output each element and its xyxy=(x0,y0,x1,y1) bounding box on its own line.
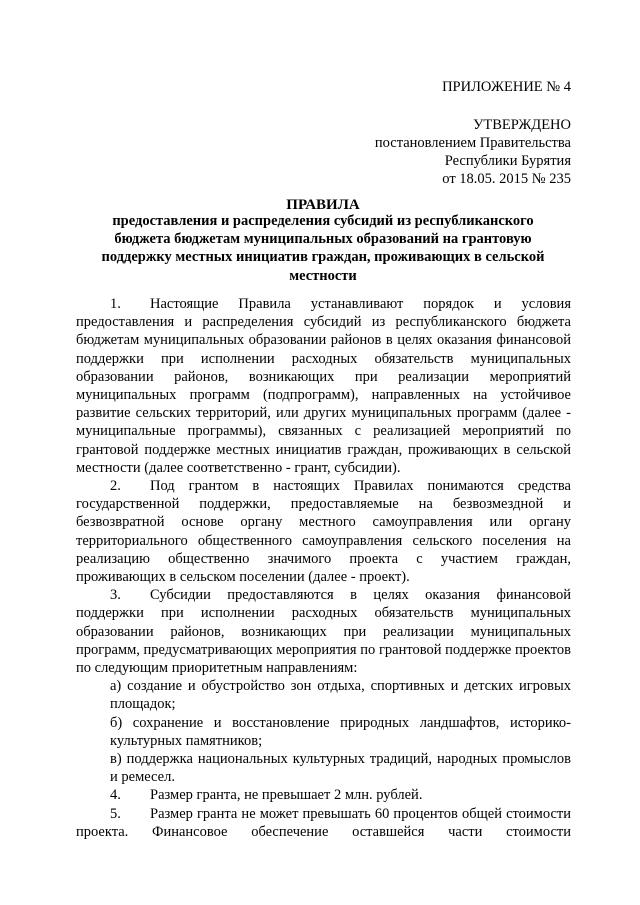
paragraph-number: 1. xyxy=(110,296,121,312)
paragraph-number: 2. xyxy=(110,478,121,495)
appendix-number: ПРИЛОЖЕНИЕ № 4 xyxy=(442,79,571,95)
approval-resolution: постановлением Правительства xyxy=(374,135,571,151)
paragraph-number: 5. xyxy=(110,805,121,822)
approval-date: от 18.05. 2015 № 235 xyxy=(442,171,571,187)
list-item-c xyxy=(76,750,571,786)
paragraph-text: Размер гранта не может превышать 60 процентов общей стоимости проекта. Финансовое обеспечение оставшейся части стоимости xyxy=(76,805,571,840)
list-item-b xyxy=(76,714,571,750)
list-item-text: в) поддержка национальных культурных традиций, народных промыслов и ремесел. xyxy=(110,751,571,786)
list-item-text: б) сохранение и восстановление природных ландшафтов, историко-культурных памятников; xyxy=(110,714,571,749)
document-body xyxy=(76,295,571,841)
paragraph-3 xyxy=(76,586,571,677)
paragraph-2 xyxy=(76,477,571,586)
list-item-a xyxy=(76,677,571,713)
paragraph-number: 4. xyxy=(110,787,121,804)
paragraph-text: Субсидии предоставляются в целях оказания финансовой поддержки при исполнении расходных обязательств муниципальных образовании районов, возникающих при реализации муниципальных программ, предусматривающих мероприятия по грантовой поддержке проектов по следующим приоритетным направлениям: xyxy=(76,587,571,677)
paragraph-4 xyxy=(76,786,571,804)
document-title: ПРАВИЛА xyxy=(286,197,360,213)
paragraph-text: Настоящие Правила устанавливают порядок и условия предоставления и распределения субсидий из республиканского бюджета бюджетам муниципальных образовании районов в целях оказания финансовой поддержки при исполнении расходных обязательств муниципальных образовании районов, возникающих при реализации мероприятий муниципальных программ (подпрограмм), направленных на устойчивое развитие сельских территорий, или других муниципальных программ (далее - муниципальные программы), связанных с реализацией мероприятий по грантовой поддержке местных инициатив граждан, проживающих в сельской местности (далее соответственно - грант, субсидии). xyxy=(76,296,571,476)
paragraph-text: Под грантом в настоящих Правилах понимаются средства государственной поддержки, предоставляемые на безвозмездной и безвозвратной основе органу местного самоуправления или органу территориального общественного самоуправления сельского поселения на реализацию общественно значимого проекта с участием граждан, проживающих в сельском поселении (далее - проект). xyxy=(76,478,571,586)
paragraph-5 xyxy=(76,805,571,841)
approval-republic: Республики Бурятия xyxy=(444,153,571,169)
paragraph-text: Размер гранта, не превышает 2 млн. рублей. xyxy=(150,787,423,804)
paragraph-number: 3. xyxy=(110,587,121,604)
list-item-text: а) создание и обустройство зон отдыха, спортивных и детских игровых площадок; xyxy=(110,678,571,713)
approval-stamp: УТВЕРЖДЕНО xyxy=(473,117,571,133)
document-subtitle: предоставления и распределения субсидий из республиканского бюджета бюджетам муниципальных образований на грантовую поддержку местных инициатив граждан, проживающих в сельской местности xyxy=(101,213,545,284)
paragraph-1 xyxy=(76,295,571,477)
